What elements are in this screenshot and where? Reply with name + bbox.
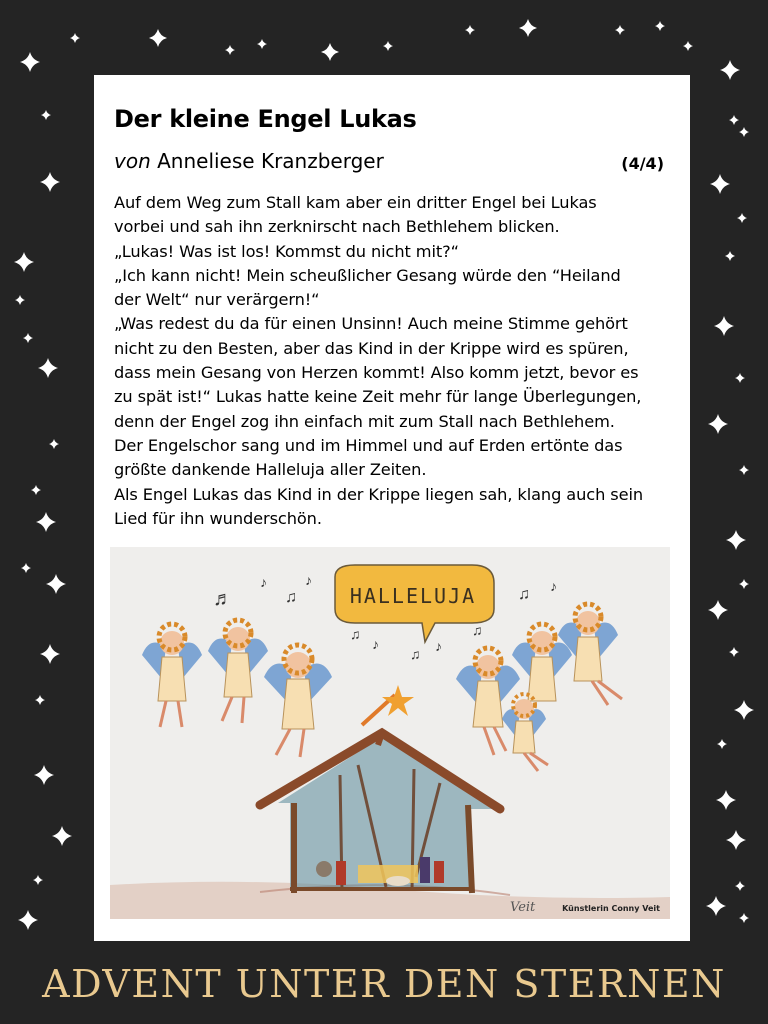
artist-signature: Veit [510, 900, 536, 915]
story-line: denn der Engel zog ihn einfach mit zum Stall nach Bethlehem. [114, 411, 615, 431]
part-indicator: (4/4) [621, 154, 664, 173]
star-icon [519, 19, 537, 37]
star-icon [739, 913, 749, 923]
svg-text:♪: ♪ [305, 572, 312, 588]
story-line: Der Engelschor sang und im Himmel und auf Erden ertönte das [114, 435, 623, 455]
story-line: „Lukas! Was ist los! Kommst du nicht mit?“ [114, 241, 459, 261]
svg-text:♪: ♪ [435, 638, 442, 654]
star-icon [20, 52, 40, 72]
star-icon [31, 485, 41, 495]
star-icon [726, 530, 746, 550]
story-author [114, 149, 384, 173]
story-line: Lied für ihn wunderschön. [114, 508, 322, 528]
star-icon [41, 110, 51, 120]
star-icon [383, 41, 393, 51]
star-icon [35, 695, 45, 705]
star-icon [21, 563, 31, 573]
star-icon [615, 25, 625, 35]
star-icon [34, 765, 54, 785]
footer-banner: ADVENT UNTER DEN STERNEN [42, 962, 726, 1006]
star-icon [18, 910, 38, 930]
star-icon [257, 39, 267, 49]
star-icon [729, 647, 739, 657]
nativity-illustration [110, 547, 670, 919]
svg-text:♪: ♪ [550, 578, 557, 594]
star-icon [717, 739, 727, 749]
star-icon [710, 174, 730, 194]
star-icon [739, 127, 749, 137]
star-icon [70, 33, 80, 43]
star-icon [225, 45, 235, 55]
story-line: „Ich kann nicht! Mein scheußlicher Gesang würde den “Heiland [114, 265, 621, 285]
star-icon [465, 25, 475, 35]
star-icon [40, 172, 60, 192]
star-icon [23, 333, 33, 343]
star-icon [321, 43, 339, 61]
star-icon [737, 213, 747, 223]
star-icon [714, 316, 734, 336]
story-line: nicht zu den Besten, aber das Kind in der Krippe wird es spüren, [114, 338, 629, 358]
star-icon [735, 881, 745, 891]
star-icon [725, 251, 735, 261]
star-icon [716, 790, 736, 810]
story-line: dass mein Gesang von Herzen kommt! Also komm jetzt, bevor es [114, 363, 639, 383]
story-line: Auf dem Weg zum Stall kam aber ein dritter Engel bei Lukas [114, 193, 597, 212]
star-icon [708, 414, 728, 434]
svg-text:♬: ♬ [213, 588, 233, 610]
star-icon [14, 252, 34, 272]
star-icon [706, 896, 726, 916]
star-icon [40, 644, 60, 664]
svg-text:♪: ♪ [372, 636, 379, 652]
story-line: zu spät ist!“ Lukas hatte keine Zeit mehr für lange Überlegungen, [114, 387, 642, 407]
star-icon [708, 600, 728, 620]
svg-text:♫: ♫ [410, 646, 421, 662]
svg-text:♫: ♫ [472, 622, 483, 638]
star-icon [15, 295, 25, 305]
story-line: größte dankende Halleluja aller Zeiten. [114, 460, 427, 480]
story-line: Als Engel Lukas das Kind in der Krippe liegen sah, klang auch sein [114, 484, 644, 504]
star-icon [655, 21, 665, 31]
svg-text:♫: ♫ [518, 586, 530, 603]
star-icon [49, 439, 59, 449]
star-icon [734, 700, 754, 720]
star-icon [720, 60, 740, 80]
star-icon [683, 41, 693, 51]
story-line: der Welt“ nur verärgern!“ [114, 290, 320, 310]
story-text [114, 191, 674, 531]
artist-credit: Künstlerin Conny Veit [562, 904, 660, 913]
story-card [94, 75, 690, 941]
halleluja-text: HALLELUJA [349, 584, 477, 608]
star-icon [52, 826, 72, 846]
svg-text:♫: ♫ [285, 589, 297, 606]
story-title: Der kleine Engel Lukas [114, 105, 417, 133]
star-icon [739, 465, 749, 475]
star-icon [739, 579, 749, 589]
author-prefix: von [114, 149, 151, 173]
star-icon [33, 875, 43, 885]
author-name: Anneliese Kranzberger [157, 149, 384, 173]
svg-text:♫: ♫ [350, 626, 361, 642]
star-icon [149, 29, 167, 47]
star-icon [38, 358, 58, 378]
star-icon [46, 574, 66, 594]
star-icon [735, 373, 745, 383]
story-line: vorbei und sah ihn zerknirscht nach Bethlehem blicken. [114, 217, 560, 237]
svg-text:♪: ♪ [260, 574, 267, 590]
star-icon [729, 115, 739, 125]
star-icon [36, 512, 56, 532]
star-icon [726, 830, 746, 850]
story-line: „Was redest du da für einen Unsinn! Auch meine Stimme gehört [114, 314, 628, 334]
